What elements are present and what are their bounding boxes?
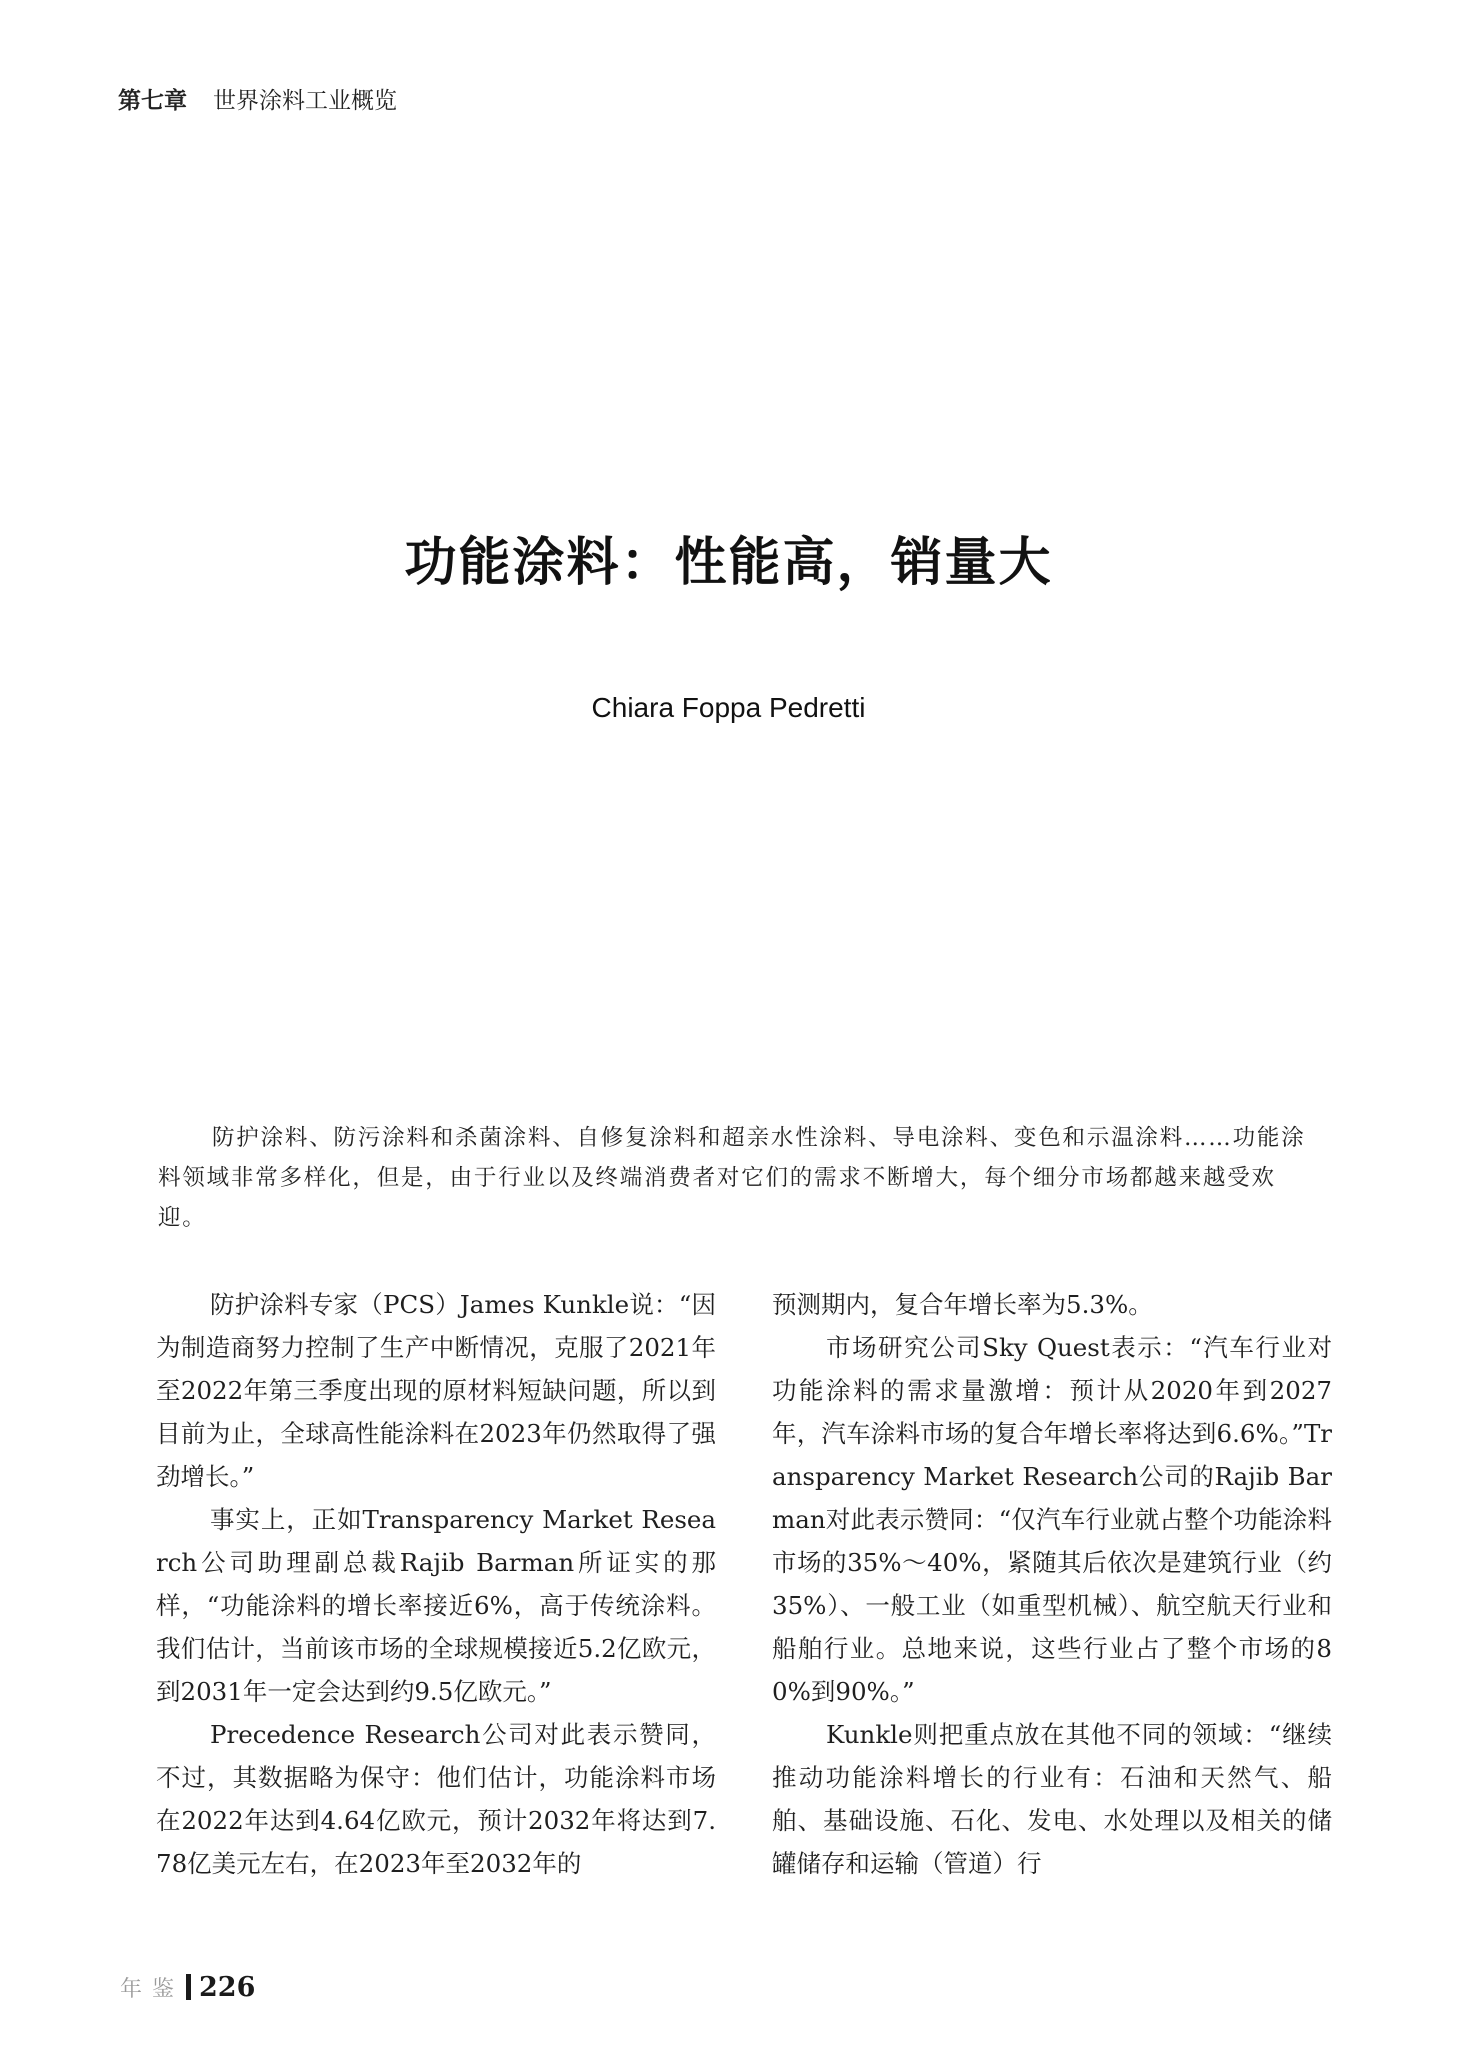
body-paragraph: 市场研究公司Sky Quest表示：“汽车行业对功能涂料的需求量激增：预计从2020年到2027年，汽车涂料市场的复合年增长率将达到6.6%。”Transparency Market Research公司的Rajib Barman对此表示赞同：“仅汽车行业就占整个功能涂料市场的35%～40%，紧随其后依次是建筑行业（约35%）、一般工业（如重型机械）、航空航天行业和船舶行业。总地来说，这些行业占了整个市场的80%到90%。”: [772, 1333, 1332, 1706]
book-name: 年鉴: [120, 1977, 185, 2002]
page-number: 226: [199, 1972, 256, 2003]
body-paragraph: Precedence Research公司对此表示赞同，不过，其数据略为保守：他们估计，功能涂料市场在2022年达到4.64亿欧元，预计2032年将达到7.78亿美元左右，在2023年至2032年的: [156, 1720, 716, 1878]
body-paragraph: 防护涂料专家（PCS）James Kunkle说：“因为制造商努力控制了生产中断情况，克服了2021年至2022年第三季度出现的原材料短缺问题，所以到目前为止，全球高性能涂料在2023年仍然取得了强劲增长。”: [156, 1290, 716, 1491]
body-column-left: [156, 1283, 716, 1885]
continued-paragraph: 预测期内，复合年增长率为5.3%。: [772, 1290, 1153, 1319]
author-byline: Chiara Foppa Pedretti: [591, 692, 866, 723]
article-title: 功能涂料：性能高，销量大: [404, 532, 1053, 593]
footer-divider: [186, 1974, 191, 2000]
lede-paragraph: 防护涂料、防污涂料和杀菌涂料、自修复涂料和超亲水性涂料、导电涂料、变色和示温涂料……功能涂料领域非常多样化，但是，由于行业以及终端消费者对它们的需求不断增大，每个细分市场都越来越受欢迎。: [158, 1125, 1306, 1231]
body-paragraph: Kunkle则把重点放在其他不同的领域：“继续推动功能涂料增长的行业有：石油和天然气、船舶、基础设施、石化、发电、水处理以及相关的储罐储存和运输（管道）行: [772, 1720, 1332, 1878]
page-footer: [120, 1972, 255, 2003]
running-head: [118, 82, 397, 115]
section-label: 世界涂料工业概览: [213, 88, 397, 114]
chapter-label: 第七章: [118, 88, 187, 114]
body-paragraph: 事实上，正如Transparency Market Research公司助理副总裁Rajib Barman所证实的那样，“功能涂料的增长率接近6%，高于传统涂料。我们估计，当前该市场的全球规模接近5.2亿欧元，到2031年一定会达到约9.5亿欧元。”: [156, 1505, 716, 1706]
body-column-right: [772, 1283, 1332, 1885]
